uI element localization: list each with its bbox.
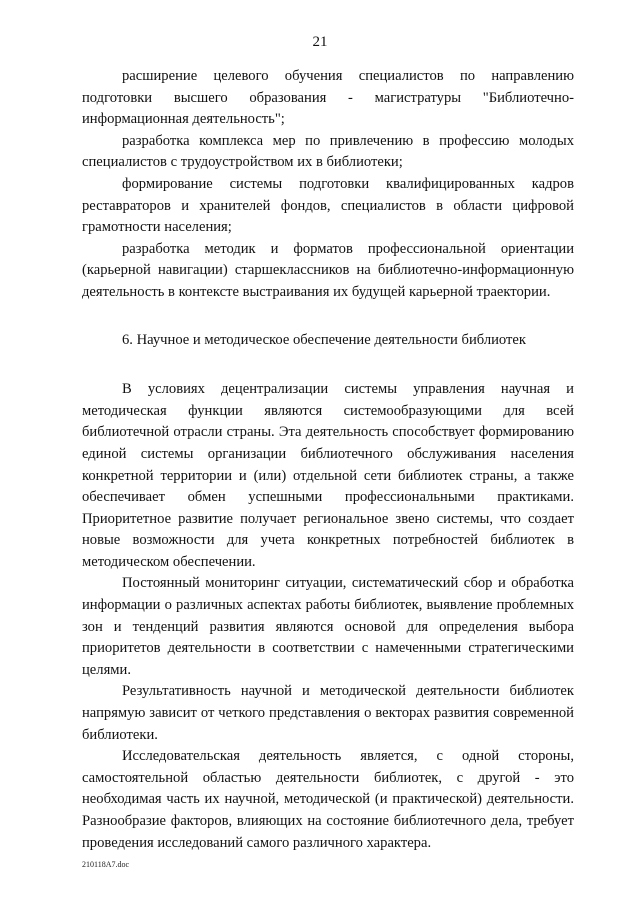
paragraph: В условиях децентрализации системы управления научная и методическая функции являются системообразующими для всей библиотечной отрасли страны. Эта деятельность способствует формированию единой системы организации библиотечного обслуживания населения конкретной территории и (или) отдельной сети библиотек страны, а также обеспечивает обмен успешными профессиональными практиками. Приоритетное развитие получает региональное звено системы, что создает новые возможности для учета конкретных потребностей библиотек в методическом обеспечении.: [82, 381, 574, 570]
list-item: разработка методик и форматов профессиональной ориентации (карьерной навигации) старшеклассников на библиотечно-информационную деятельность в контексте выстраивания их будущей карьерной траектории.: [82, 240, 574, 300]
list-item: разработка комплекса мер по привлечению в профессию молодых специалистов с трудоустройством их в библиотеки;: [82, 132, 574, 171]
paragraph: Результативность научной и методической деятельности библиотек напрямую зависит от четкого представления о векторах развития современной библиотеки.: [82, 683, 574, 743]
paragraph: Постоянный мониторинг ситуации, систематический сбор и обработка информации о различных аспектах работы библиотек, выявление проблемных зон и тенденций развития являются основой для определения выбора приоритетов деятельности в соответствии с намеченными стратегическими целями.: [82, 575, 574, 678]
list-item: формирование системы подготовки квалифицированных кадров реставраторов и хранителей фондов, специалистов в области цифровой грамотности населения;: [82, 175, 574, 236]
paragraph: Исследовательская деятельность является, с одной стороны, самостоятельной областью деятельности библиотек, с другой - это необходимая часть их научной, методической (и практической) деятельности. Разнообразие факторов, влияющих на состояние библиотечного дела, требует проведения исследований самого различного характера.: [82, 748, 574, 851]
footer-filename: 210118A7.doc: [82, 860, 130, 869]
section-heading: 6. Научное и методическое обеспечение деятельности библиотек: [122, 331, 526, 348]
page-number: 21: [312, 34, 328, 50]
list-item: расширение целевого обучения специалистов по направлению подготовки высшего образования - магистратуры "Библиотечно-информационная деятельность";: [82, 68, 574, 128]
document-body: [82, 66, 574, 854]
